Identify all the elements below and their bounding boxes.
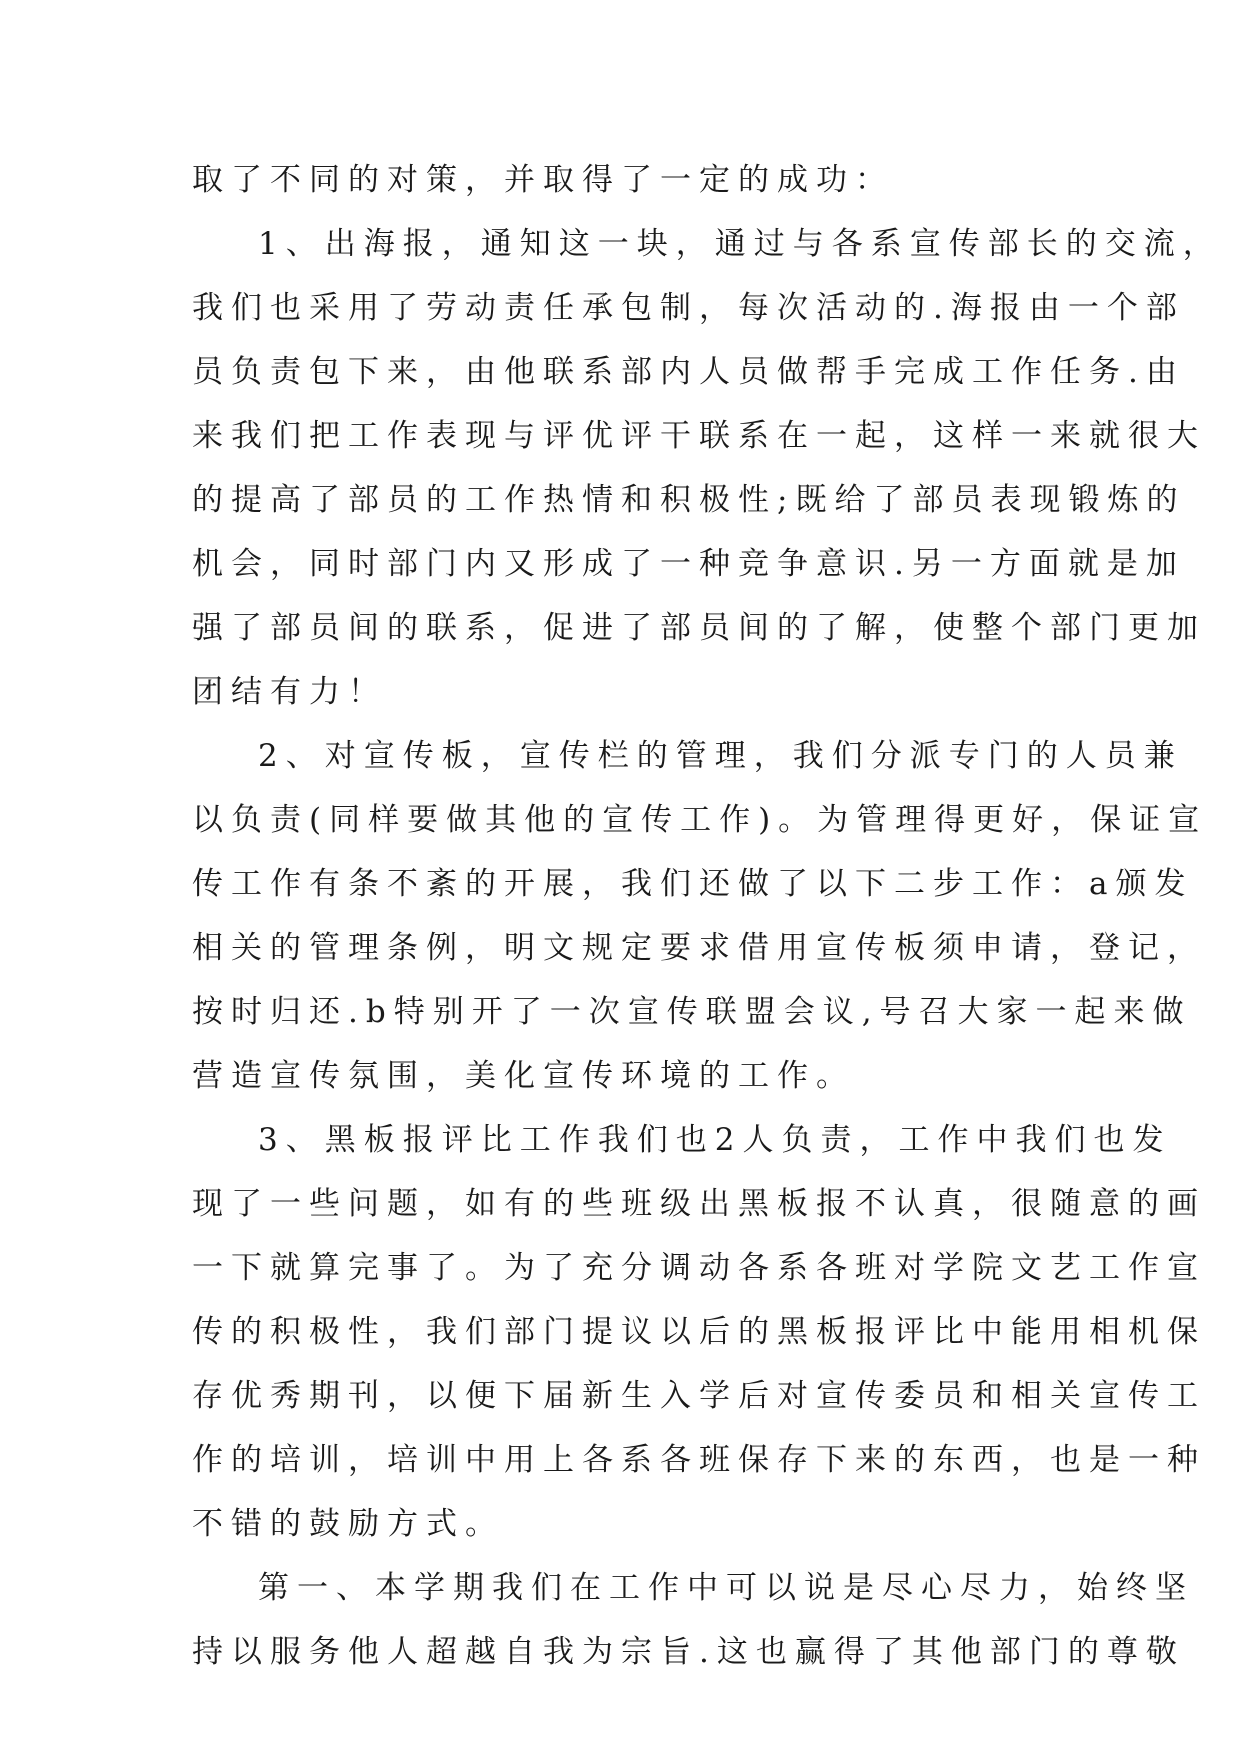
text-line: 强了部员间的联系，促进了部员间的了解，使整个部门更加 xyxy=(192,610,1206,646)
text-line: 作的培训，培训中用上各系各班保存下来的东西，也是一种 xyxy=(192,1442,1206,1478)
text-line: 存优秀期刊，以便下届新生入学后对宣传委员和相关宣传工 xyxy=(192,1378,1206,1414)
text-line: 持以服务他人超越自我为宗旨.这也赢得了其他部门的尊敬 xyxy=(192,1634,1185,1670)
text-line: 机会，同时部门内又形成了一种竞争意识.另一方面就是加 xyxy=(192,546,1185,582)
text-line: 一下就算完事了。为了充分调动各系各班对学院文艺工作宣 xyxy=(192,1250,1206,1286)
text-line: 传工作有条不紊的开展，我们还做了以下二步工作：a颁发 xyxy=(192,866,1194,902)
text-line: 营造宣传氛围，美化宣传环境的工作。 xyxy=(192,1058,855,1094)
text-line: 1、出海报，通知这一块，通过与各系宣传部长的交流， xyxy=(258,226,1222,262)
text-line: 2、对宣传板，宣传栏的管理，我们分派专门的人员兼 xyxy=(258,738,1183,774)
text-line: 员负责包下来，由他联系部内人员做帮手完成工作任务.由 xyxy=(192,354,1185,390)
text-line: 现了一些问题，如有的些班级出黑板报不认真，很随意的画 xyxy=(192,1186,1206,1222)
text-line: 相关的管理条例，明文规定要求借用宣传板须申请，登记， xyxy=(192,930,1206,966)
text-line: 第一、本学期我们在工作中可以说是尽心尽力，始终坚 xyxy=(258,1570,1194,1606)
text-line: 传的积极性，我们部门提议以后的黑板报评比中能用相机保 xyxy=(192,1314,1206,1350)
text-line: 以负责(同样要做其他的宣传工作)。为管理得更好，保证宣 xyxy=(192,802,1208,838)
text-line: 不错的鼓励方式。 xyxy=(192,1506,504,1542)
text-line: 我们也采用了劳动责任承包制，每次活动的.海报由一个部 xyxy=(192,290,1185,326)
text-line: 来我们把工作表现与评优评干联系在一起，这样一来就很大 xyxy=(192,418,1206,454)
text-line: 按时归还.b特别开了一次宣传联盟会议,号召大家一起来做 xyxy=(192,994,1192,1030)
text-line: 团结有力！ xyxy=(192,674,387,710)
text-line: 3、黑板报评比工作我们也2人负责，工作中我们也发 xyxy=(258,1122,1172,1158)
text-line: 取了不同的对策，并取得了一定的成功： xyxy=(192,162,894,198)
text-line: 的提高了部员的工作热情和积极性;既给了部员表现锻炼的 xyxy=(192,482,1186,518)
